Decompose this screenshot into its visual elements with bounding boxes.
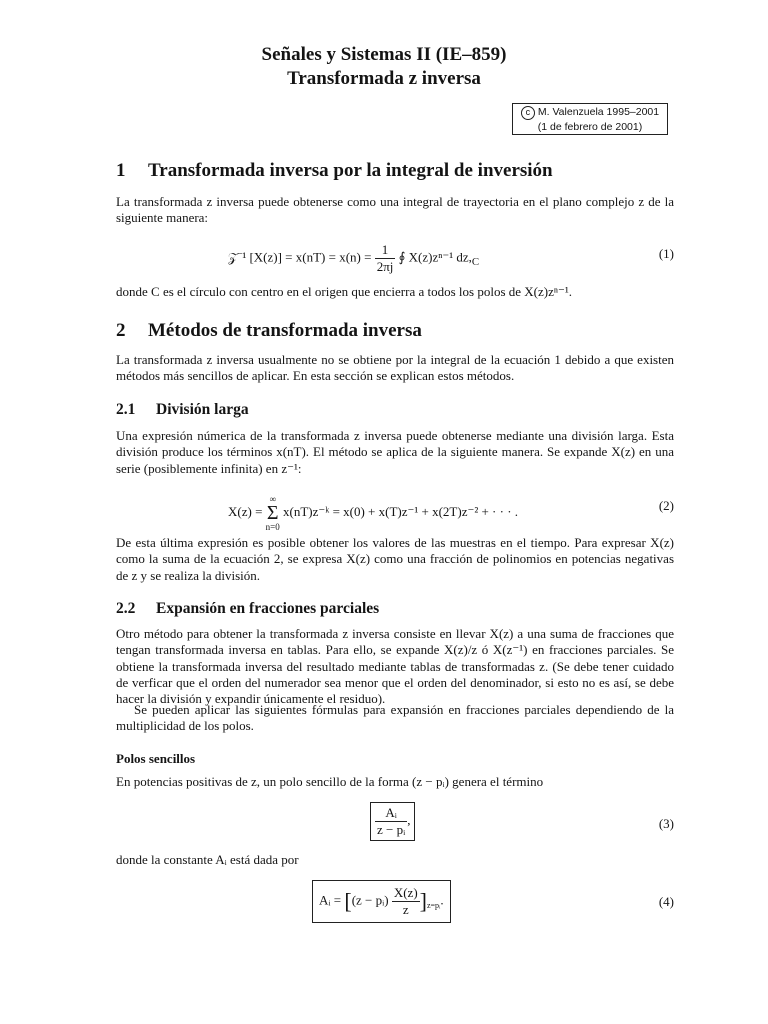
subsection-2-2-heading: 2.2 Expansión en fracciones parciales xyxy=(116,600,380,617)
paragraph-2: donde C es el círculo con centro en el origen que encierra a todos los polos de X(z)zⁿ⁻¹. xyxy=(116,284,572,299)
equation-2: X(z) = ∞ Σ n=0 x(nT)z⁻ᵏ = x(0) + x(T)z⁻¹ + x(2T)z⁻² + · · · . (2) xyxy=(228,494,674,532)
copyright-box xyxy=(512,103,668,135)
section-1-heading: 1 Transformada inversa por la integral de inversión xyxy=(116,160,553,181)
section-2-heading: 2 Métodos de transformada inversa xyxy=(116,320,422,341)
paragraph-5: De esta última expresión es posible obtener los valores de las muestras en el tiempo. Para expresar X(z) como la suma de la ecuación 2, se expresa X(z) como una fracción de polinomios en potencias negativas de z y se realiza la división. xyxy=(116,535,674,583)
paragraph-9: donde la constante Aᵢ está dada por xyxy=(116,852,299,867)
copyright-date: (1 de febrero de 2001) xyxy=(537,121,643,133)
paragraph-6: Otro método para obtener la transformada z inversa consiste en llevar X(z) a una suma de fracciones que tengan transformada inversa en tablas. Para ello, se expande X(z)/z ó X(z⁻¹) en fracciones parciales. Se obtiene la transformada inversa del resultado mediante tablas de transformadas z. (Se debe tener cuidado de verficar que el orden del numerador sea menor que el orden del denominador, si esto no es así, se debe hacer la división y expandir únicamente el residuo). xyxy=(116,626,674,707)
copyright-author: M. Valenzuela 1995–2001 xyxy=(537,106,660,118)
paragraph-7: Se pueden aplicar las siguientes fórmulas para expansión en fracciones parciales dependiendo de la multiplicidad de los polos. xyxy=(116,702,674,734)
paragraph-4: Una expresión númerica de la transformada z inversa puede obtenerse mediante una división larga. Esta división produce los términos x(nT). El método se aplica de la siguiente manera. Se expande X(z) en una serie (posiblemente infinita) en z⁻¹: xyxy=(116,428,674,476)
equation-3: $\frac{\text{Aᵢ}}{\text{z − pᵢ}}$ , (3) xyxy=(116,802,674,844)
equation-1: 𝒵⁻¹ [X(z)] = x(nT) = x(n) = $\frac{1}{2\pi j}$ ∮ X(z)zⁿ⁻¹ $dz,_C$ (1) xyxy=(228,242,674,274)
paragraph-8: En potencias positivas de z, un polo sencillo de la forma (z − pᵢ) genera el término xyxy=(116,774,544,789)
subsection-2-1-heading: 2.1 División larga xyxy=(116,401,249,418)
equation-4: Aᵢ = [(z − pᵢ) $\frac{X(z)}{z}$ ]$_{z=pᵢ}$. (4) xyxy=(116,880,674,926)
paragraph-3: La transformada z inversa usualmente no se obtiene por la integral de la ecuación 1 debido a que existen métodos más sencillos de aplicar. En esta sección se explican estos métodos. xyxy=(116,352,674,384)
copyright-icon: c xyxy=(521,106,535,120)
paragraph-1: La transformada z inversa puede obtenerse como una integral de trayectoria en el plano complejo z de la siguiente manera: xyxy=(116,194,674,226)
document-title: Señales y Sistemas II (IE–859) xyxy=(261,44,507,65)
polos-sencillos-heading: Polos sencillos xyxy=(116,751,196,766)
document-subtitle: Transformada z inversa xyxy=(287,68,481,89)
